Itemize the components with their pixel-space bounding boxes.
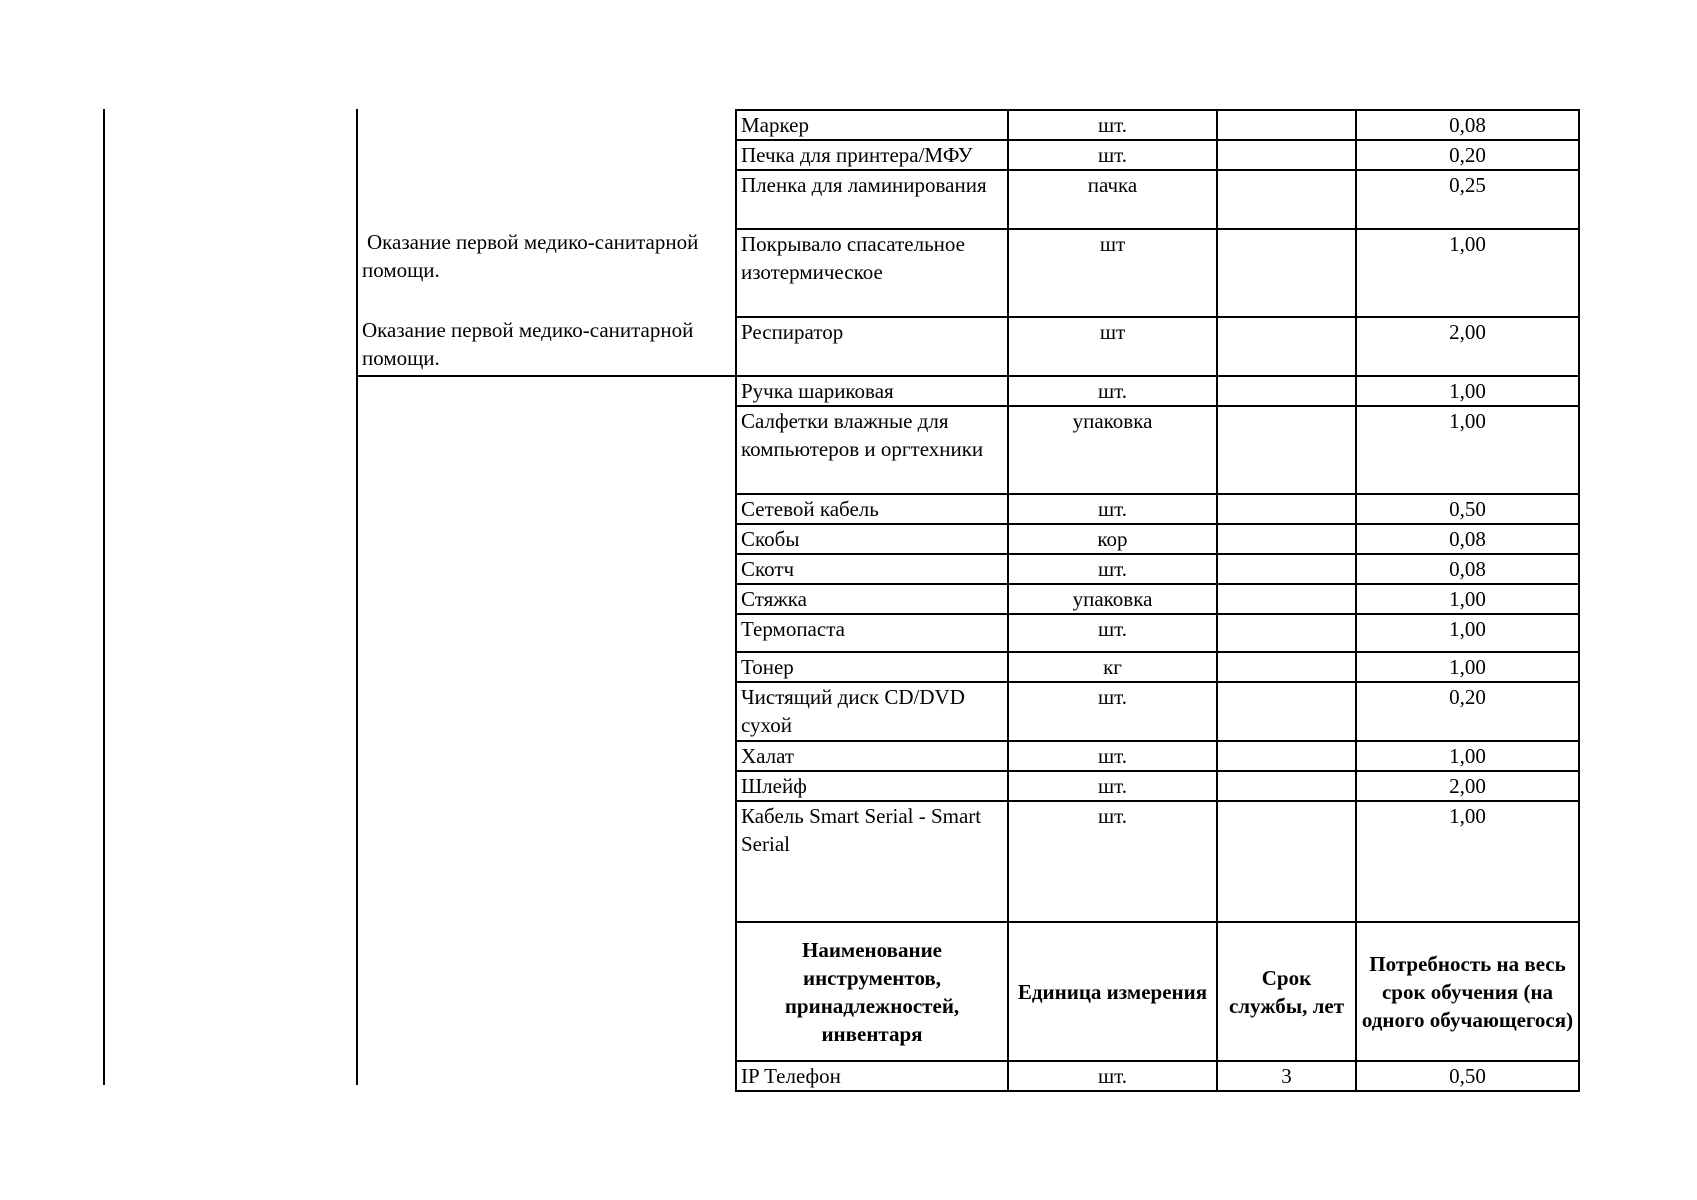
header-unit: Единица измерения	[1008, 922, 1217, 1061]
table-row	[736, 110, 1579, 140]
item-term	[1217, 376, 1356, 406]
table-row	[736, 494, 1579, 524]
item-name: Ручка шариковая	[736, 376, 1008, 406]
item-term	[1217, 494, 1356, 524]
header-need: Потребность на весь срок обучения (на одного обучающегося)	[1356, 922, 1579, 1061]
section-label-1	[358, 228, 732, 284]
table-row	[736, 140, 1579, 170]
item-name: Термопаста	[736, 614, 1008, 652]
item-unit: шт.	[1008, 614, 1217, 652]
item-name: Салфетки влажные для компьютеров и оргтехники	[736, 406, 1008, 494]
item-name: Маркер	[736, 110, 1008, 140]
item-term: 3	[1217, 1061, 1356, 1091]
item-term	[1217, 524, 1356, 554]
table-row	[736, 406, 1579, 494]
item-unit: шт	[1008, 229, 1217, 317]
item-unit: кг	[1008, 652, 1217, 682]
item-name: Респиратор	[736, 317, 1008, 376]
item-unit: шт.	[1008, 376, 1217, 406]
item-need: 1,00	[1356, 376, 1579, 406]
item-unit: шт.	[1008, 801, 1217, 922]
section-label-2	[358, 316, 732, 372]
item-name: Чистящий диск CD/DVD сухой	[736, 682, 1008, 741]
item-name: Стяжка	[736, 584, 1008, 614]
item-term	[1217, 801, 1356, 922]
item-need: 0,20	[1356, 682, 1579, 741]
item-need: 0,50	[1356, 494, 1579, 524]
item-unit: шт.	[1008, 554, 1217, 584]
item-name: Пленка для ламинирования	[736, 170, 1008, 229]
header-term: Срок службы, лет	[1217, 922, 1356, 1061]
item-term	[1217, 771, 1356, 801]
item-need: 0,08	[1356, 554, 1579, 584]
table-row	[736, 1061, 1579, 1091]
item-need: 1,00	[1356, 584, 1579, 614]
table-row	[736, 554, 1579, 584]
table-row	[736, 614, 1579, 652]
equipment-table	[735, 109, 1580, 1092]
item-need: 1,00	[1356, 741, 1579, 771]
item-name: Скотч	[736, 554, 1008, 584]
header-name: Наименование инструментов, принадлежностей, инвентаря	[736, 922, 1008, 1061]
item-term	[1217, 110, 1356, 140]
item-term	[1217, 741, 1356, 771]
item-term	[1217, 229, 1356, 317]
item-name: Шлейф	[736, 771, 1008, 801]
item-term	[1217, 317, 1356, 376]
item-term	[1217, 584, 1356, 614]
item-term	[1217, 652, 1356, 682]
table-row	[736, 682, 1579, 741]
item-need: 1,00	[1356, 652, 1579, 682]
item-need: 0,08	[1356, 524, 1579, 554]
item-unit: шт.	[1008, 140, 1217, 170]
item-term	[1217, 682, 1356, 741]
item-name: Халат	[736, 741, 1008, 771]
table-row	[736, 652, 1579, 682]
item-need: 1,00	[1356, 229, 1579, 317]
item-term	[1217, 554, 1356, 584]
item-unit: шт.	[1008, 682, 1217, 741]
table-row	[736, 524, 1579, 554]
item-need: 1,00	[1356, 614, 1579, 652]
item-term	[1217, 406, 1356, 494]
item-unit: шт.	[1008, 494, 1217, 524]
table-row	[736, 376, 1579, 406]
item-unit: шт.	[1008, 110, 1217, 140]
item-name: Кабель Smart Serial - Smart Serial	[736, 801, 1008, 922]
item-unit: шт	[1008, 317, 1217, 376]
item-name: IP Телефон	[736, 1061, 1008, 1091]
item-term	[1217, 140, 1356, 170]
item-need: 2,00	[1356, 317, 1579, 376]
item-need: 0,25	[1356, 170, 1579, 229]
table-row	[736, 771, 1579, 801]
item-name: Покрывало спасательное изотермическое	[736, 229, 1008, 317]
section-label-text: Оказание первой медико-санитарной помощи.	[362, 318, 694, 370]
table-row	[736, 229, 1579, 317]
item-unit: шт.	[1008, 1061, 1217, 1091]
item-need: 2,00	[1356, 771, 1579, 801]
item-need: 0,08	[1356, 110, 1579, 140]
table-row	[736, 317, 1579, 376]
table-row	[736, 170, 1579, 229]
item-need: 0,20	[1356, 140, 1579, 170]
table-row	[736, 584, 1579, 614]
item-term	[1217, 614, 1356, 652]
table-row	[736, 741, 1579, 771]
item-need: 1,00	[1356, 801, 1579, 922]
item-unit: упаковка	[1008, 406, 1217, 494]
item-unit: упаковка	[1008, 584, 1217, 614]
section-label-text: Оказание первой медико-санитарной помощи.	[362, 230, 699, 282]
item-name: Печка для принтера/МФУ	[736, 140, 1008, 170]
item-unit: пачка	[1008, 170, 1217, 229]
item-unit: кор	[1008, 524, 1217, 554]
item-unit: шт.	[1008, 771, 1217, 801]
item-unit: шт.	[1008, 741, 1217, 771]
table-row	[736, 801, 1579, 922]
section-divider-line	[356, 375, 736, 377]
item-name: Скобы	[736, 524, 1008, 554]
item-name: Сетевой кабель	[736, 494, 1008, 524]
item-term	[1217, 170, 1356, 229]
table-header-row	[736, 922, 1579, 1061]
item-need: 1,00	[1356, 406, 1579, 494]
item-need: 0,50	[1356, 1061, 1579, 1091]
item-name: Тонер	[736, 652, 1008, 682]
left-border-line	[103, 109, 105, 1085]
